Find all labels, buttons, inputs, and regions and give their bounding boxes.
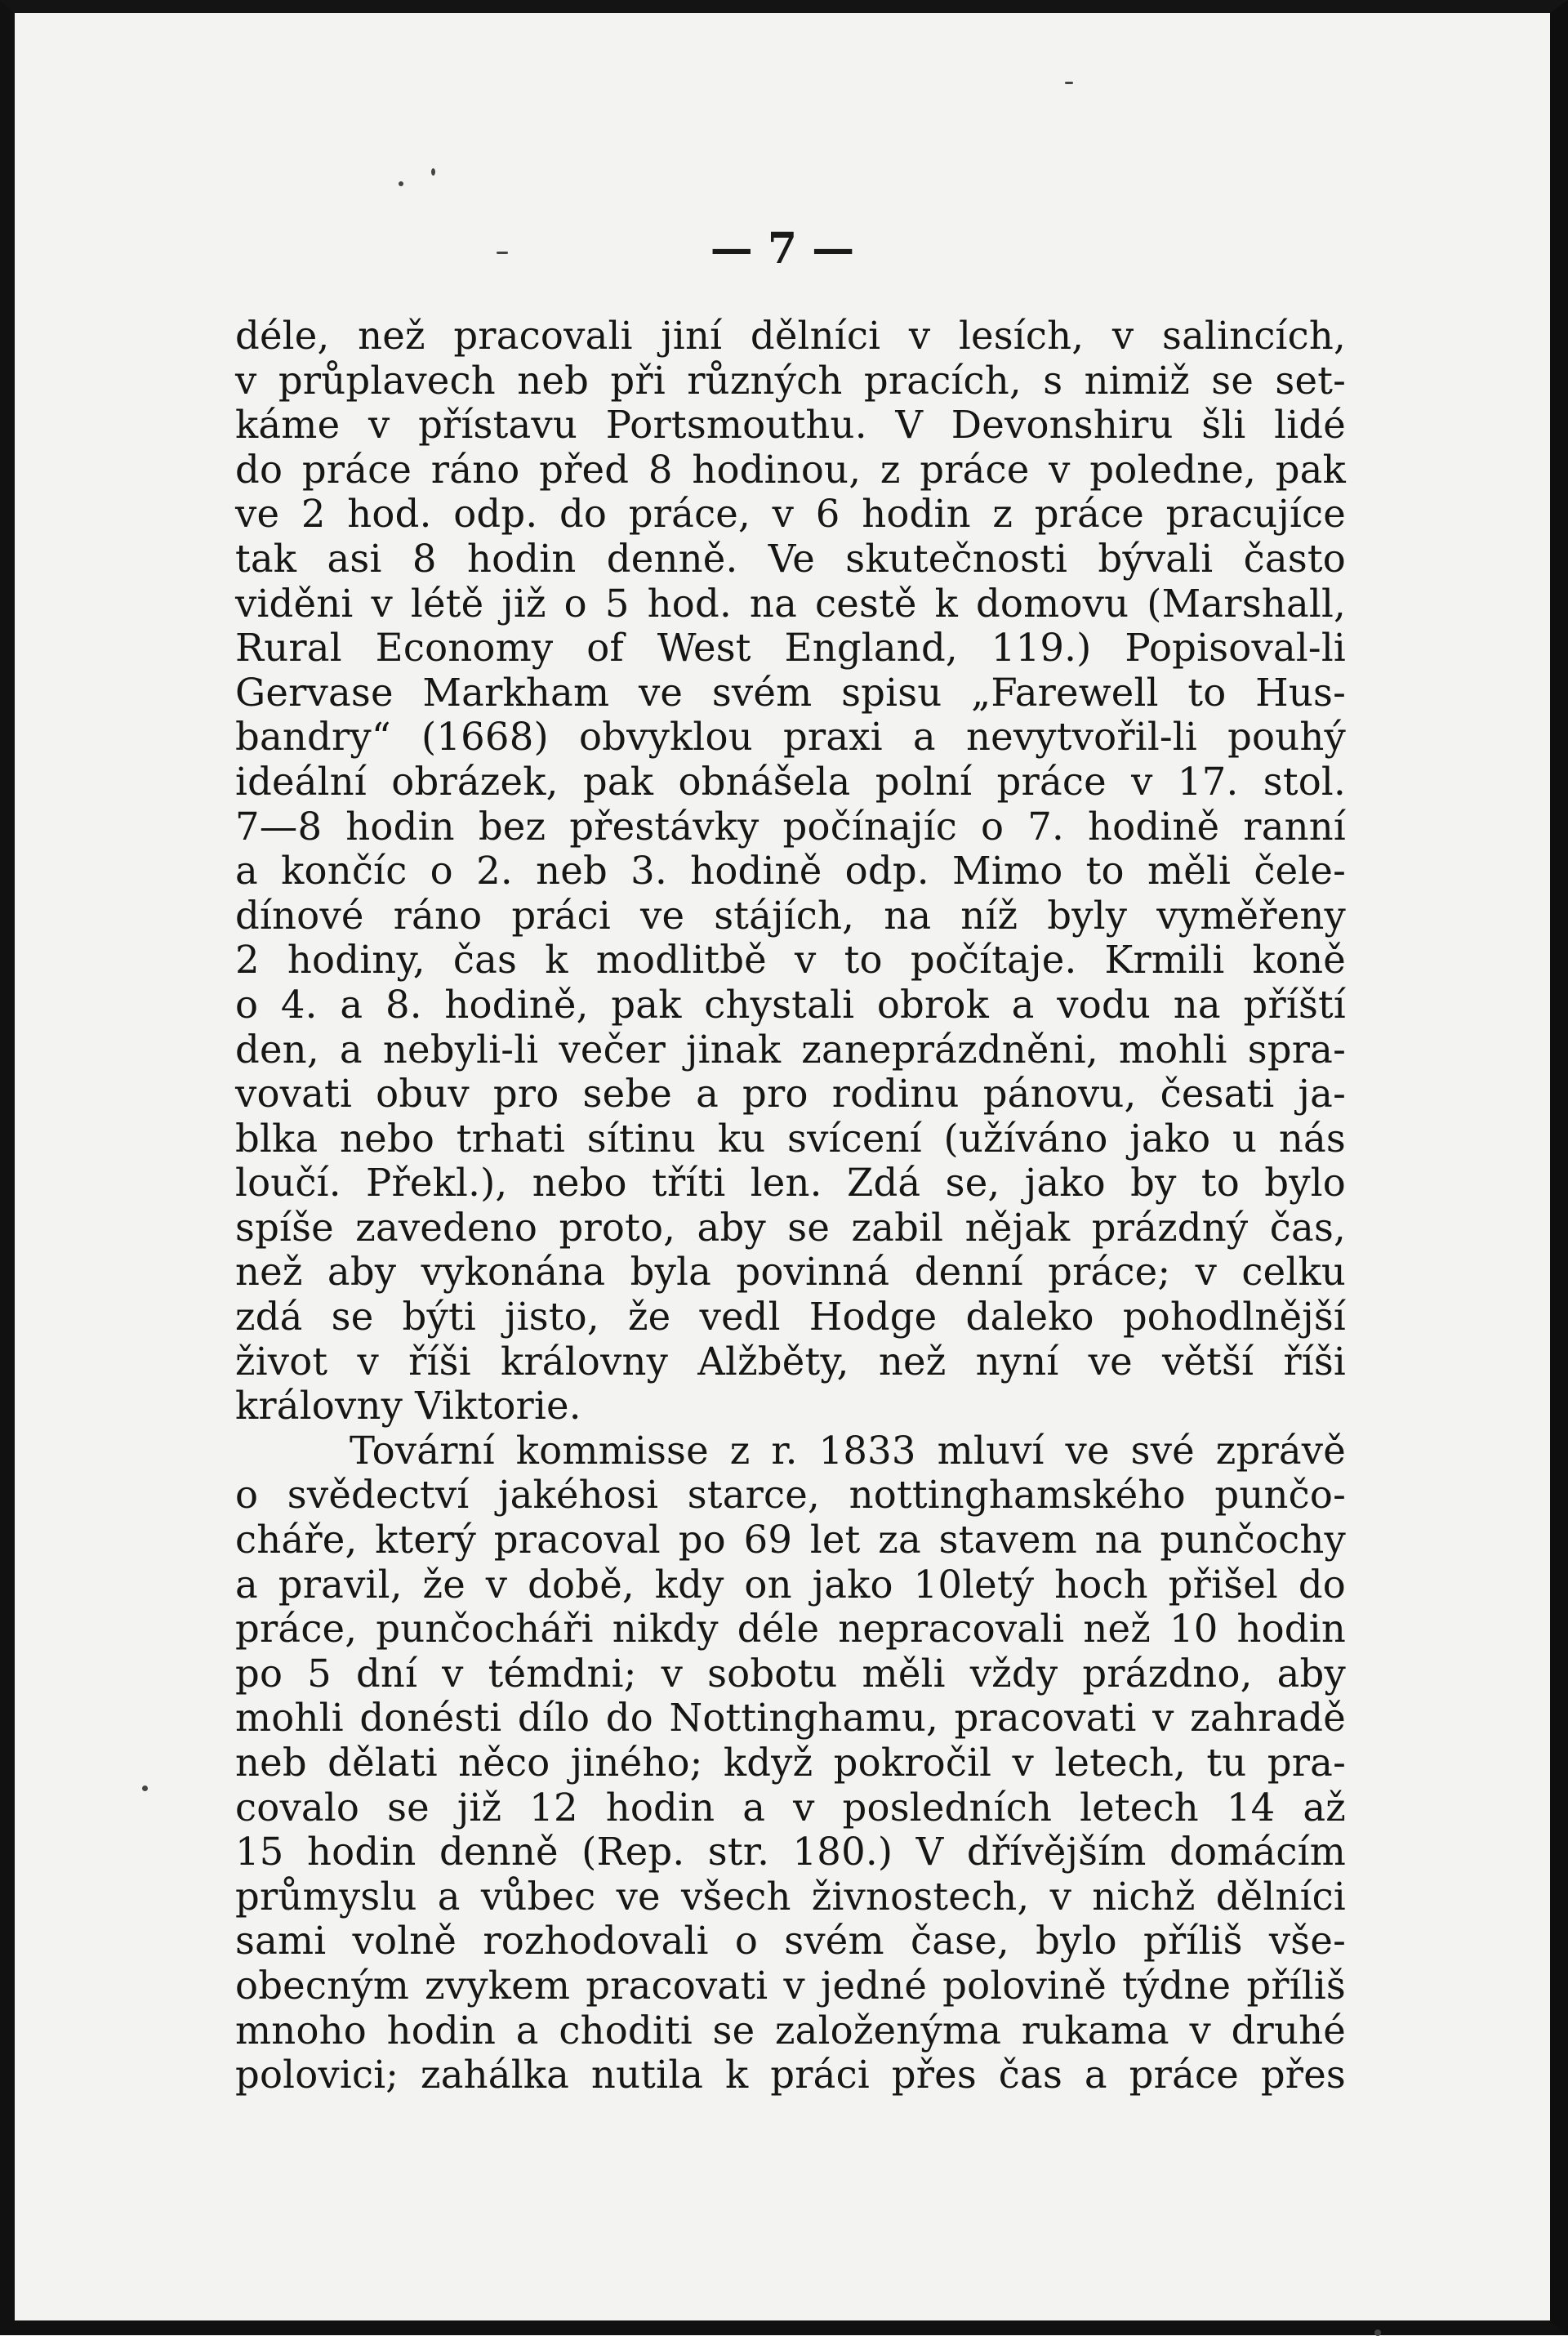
text-line: ideální obrázek, pak obnášela polní práce v 17. stol. [235,759,1346,804]
text-line: loučí. Překl.), nebo tříti len. Zdá se, jako by to bylo [235,1161,1346,1206]
text-line: vovati obuv pro sebe a pro rodinu pánovu, česati ja- [235,1072,1346,1117]
text-line: obecným zvykem pracovati v jedné polovině týdne příliš [235,1963,1346,2008]
text-line: průmyslu a vůbec ve všech živnostech, v nichž dělníci [235,1874,1346,1919]
text-line: den, a nebyli-li večer jinak zaneprázdněni, mohli spra- [235,1027,1346,1072]
text-line: polovici; zahálka nutila k práci přes čas a práce přes [235,2053,1346,2097]
ink-speck [1065,82,1073,84]
text-line: než aby vykonána byla povinná denní práce; v celku [235,1250,1346,1295]
text-line: v průplavech neb při různých pracích, s nimiž se set- [235,358,1346,403]
ink-speck [399,181,403,186]
text-line: neb dělati něco jiného; když pokročil v letech, tu pra- [235,1741,1346,1785]
text-line: Gervase Markham ve svém spisu „Farewell to Hus- [235,670,1346,715]
text-line: Rural Economy of West England, 119.) Popisoval-li [235,626,1346,671]
text-line: blka nebo trhati sítinu ku svícení (užíváno jako u nás [235,1116,1346,1161]
text-line: mnoho hodin a choditi se založenýma rukama v druhé [235,2008,1346,2053]
text-line: zdá se býti jisto, že vedl Hodge daleko pohodlnější [235,1295,1346,1340]
text-line: mohli donésti dílo do Nottinghamu, pracovati v zahradě [235,1696,1346,1741]
text-line: královny Viktorie. [235,1384,581,1429]
text-line: dínové ráno práci ve stájích, na níž byly vyměřeny [235,893,1346,938]
text-line: déle, než pracovali jiní dělníci v lesích, v salincích, [235,314,1346,358]
text-line: 15 hodin denně (Rep. str. 180.) V dřívějším domácím [235,1830,1346,1875]
text-line: o svědectví jakéhosi starce, nottinghamského punčo- [235,1473,1346,1518]
text-line: do práce ráno před 8 hodinou, z práce v poledne, pak [235,447,1346,492]
text-line: spíše zavedeno proto, aby se zabil nějak prázdný čas, [235,1205,1346,1250]
text-line: o 4. a 8. hodině, pak chystali obrok a vodu na příští [235,982,1346,1027]
text-line: a pravil, že v době, kdy on jako 10letý hoch přišel do [235,1562,1346,1607]
text-line: práce, punčocháři nikdy déle nepracovali než 10 hodin [235,1607,1346,1652]
text-line: bandry“ (1668) obvyklou praxi a nevytvořil-li pouhý [235,715,1346,760]
text-line: a končíc o 2. neb 3. hodině odp. Mimo to měli čele- [235,849,1346,894]
text-line: život v říši královny Alžběty, než nyní ve větší říši [235,1339,1346,1384]
text-line: po 5 dní v témdni; v sobotu měli vždy prázdno, aby [235,1651,1346,1696]
page-number: — 7 — [710,224,855,274]
body-text [235,314,1346,2097]
text-line: 2 hodiny, čas k modlitbě v to počítaje. Krmili koně [235,938,1346,983]
text-line: covalo se již 12 hodin a v posledních letech 14 až [235,1785,1346,1830]
text-line: ve 2 hod. odp. do práce, v 6 hodin z práce pracujíce [235,492,1346,537]
text-line: tak asi 8 hodin denně. Ve skutečnosti bývali často [235,536,1346,581]
paragraph-first-line: Tovární kommisse z r. 1833 mluví ve své zprávě [350,1428,1346,1473]
text-line: sami volně rozhodovali o svém čase, bylo příliš vše- [235,1919,1346,1964]
text-line: viděni v létě již o 5 hod. na cestě k domovu (Marshall, [235,581,1346,626]
text-line: 7—8 hodin bez přestávky počínajíc o 7. hodině ranní [235,804,1346,849]
text-line: káme v přístavu Portsmouthu. V Devonshiru šli lidé [235,403,1346,448]
ink-speck [431,168,435,176]
ink-speck [142,1785,148,1791]
text-line: cháře, který pracoval po 69 let za stavem na punčochy [235,1518,1346,1563]
